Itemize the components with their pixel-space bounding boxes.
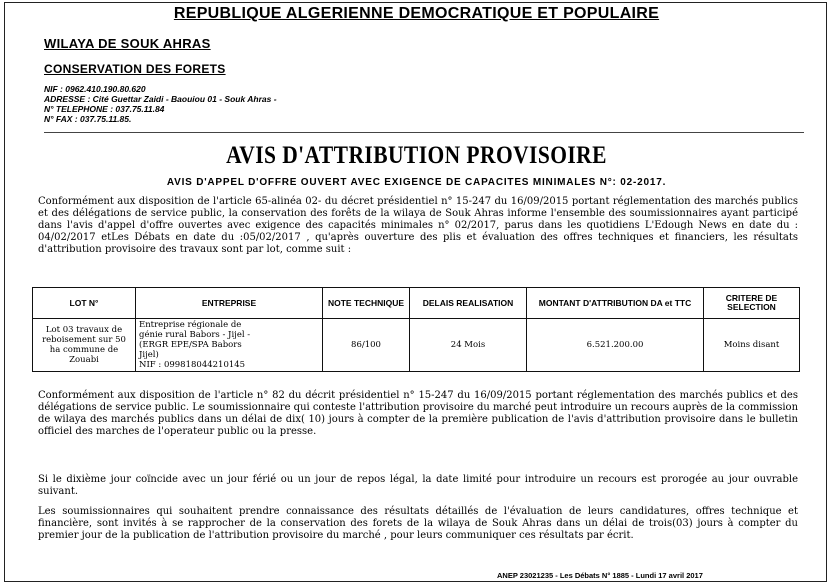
header-montant: MONTANT D'ATTRIBUTION DA et TTC [527,288,704,319]
header-lot: LOT N° [33,288,136,319]
header-delais: DELAIS REALISATION [410,288,527,319]
holiday-paragraph: Si le dixième jour coïncide avec un jour férié ou un jour de repos légal, la date limité pour introduire un recours est prorogée au jour ouvrable suivant. [38,474,798,497]
results-request-paragraph: Les soumissionnaires qui souhaitent prendre connaissance des résultats détaillés de l'évaluation de leurs candidatures, offres technique et financière, sont invités à se rapprocher de la conservation des forets de la wilaya de Souk Ahras dans un délai de trois(03) jours à compter du premier jour de la publication de l'attribution provisoire du marché , pour leurs communiquer ces résultats par écrit. [38,506,798,541]
address-line: ADRESSE : Cité Guettar Zaidi - Baouiou 01 - Souk Ahras - [44,94,277,104]
header-critere: CRITERE DE SELECTION [704,288,800,319]
table-header-row [33,288,800,319]
cell-montant: 6.521.200.00 [527,319,704,372]
cell-note: 86/100 [323,319,410,372]
entreprise-line: génie rural Babors - Jijel - [139,330,251,340]
notice-title: AVIS D'ATTRIBUTION PROVISOIRE [226,142,607,169]
header-divider [44,132,804,133]
results-table [32,287,800,372]
table-row [33,319,800,372]
entreprise-nif: NIF : 099818044210145 [139,360,246,370]
recourse-paragraph: Conformément aux disposition de l'article n° 82 du décrit présidentiel n° 15-247 du 16/09/2015 portant réglementation des marchés publics et des délégations de service public. Le soumissionnaire qui conteste l'attribution provisoire du marché peut introduire un recours auprès de la commission de wilaya des marchés publics dans un délai de dix( 10) jours à compter de la première publication de l'avis d'attribution provisoire dans le bulletin officiel des marches de l'operateur public ou la presse. [38,390,799,437]
contact-block [44,84,277,124]
cell-delais: 24 Mois [410,319,527,372]
conservation-header: CONSERVATION DES FORETS [44,62,226,76]
cell-critere: Moins disant [704,319,800,372]
entreprise-line: Jijel) [139,350,159,360]
nif-line: NIF : 0962.410.190.80.620 [44,84,146,94]
intro-paragraph: Conformément aux disposition de l'article 65-alinéa 02- du décret présidentiel n° 15-247 du 16/09/2015 portant réglementation des marchés publics et des délégations de service public, la conservation des forêts de la wilaya de Souk Ahras informe l'ensemble des soumissionnaires ayant participé dans l'avis d'appel d'offre ouvertes avec exigence des capacités minimales n° 02/2017, parus dans les quotidiens L'Edough News en date du : 04/02/2017 etLes Débats en date du :05/02/2017 , qu'après ouverture des plis et évaluation des offres techniques et financiers, les résultats d'attribution provisoire des travaux sont par lot, comme suit : [38,196,798,255]
header-note: NOTE TECHNIQUE [323,288,410,319]
cell-entreprise [136,319,323,372]
telephone-line: N° TELEPHONE : 037.75.11.84 [44,104,165,114]
publication-footer: ANEP 23021235 - Les Débats N° 1885 - Lundi 17 avril 2017 [497,571,703,580]
wilaya-header: WILAYA DE SOUK AHRAS [44,36,211,51]
fax-line: N° FAX : 037.75.11.85. [44,114,132,124]
entreprise-line: Entreprise régionale de [139,320,242,330]
cell-lot: Lot 03 travaux de reboisement sur 50 ha commune de Zouabi [33,319,136,372]
entreprise-line: (ERGR EPE/SPA Babors [139,340,242,350]
header-entreprise: ENTREPRISE [136,288,323,319]
republic-header: REPUBLIQUE ALGERIENNE DEMOCRATIQUE ET POPULAIRE [173,5,660,22]
notice-subtitle: AVIS D'APPEL D'OFFRE OUVERT AVEC EXIGENCE DE CAPACITES MINIMALES N°: 02-2017. [166,177,667,188]
